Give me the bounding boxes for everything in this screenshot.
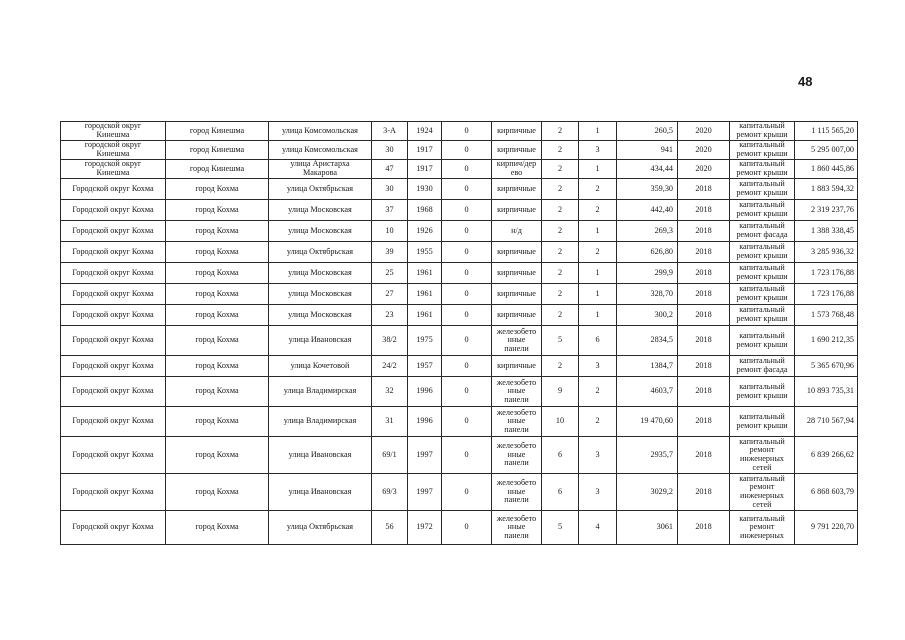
zero-value-cell: 0	[442, 284, 492, 305]
area-cell: 626,80	[617, 242, 678, 263]
house-number-cell: 30	[372, 179, 408, 200]
cost-cell: 5 365 670,96	[795, 356, 858, 377]
build-year-cell: 1996	[408, 407, 442, 437]
work-type-cell: капитальный ремонт крыши	[730, 242, 795, 263]
area-cell: 300,2	[617, 305, 678, 326]
house-number-cell: 25	[372, 263, 408, 284]
zero-value-cell: 0	[442, 122, 492, 141]
work-type-cell: капитальный ремонт крыши	[730, 326, 795, 356]
plan-year-cell: 2018	[678, 305, 730, 326]
work-type-cell: капитальный ремонт фасада	[730, 356, 795, 377]
build-year-cell: 1996	[408, 377, 442, 407]
build-year-cell: 1961	[408, 305, 442, 326]
city-cell: город Кохма	[166, 377, 269, 407]
house-number-cell: 27	[372, 284, 408, 305]
table-row	[61, 326, 858, 356]
city-cell: город Кохма	[166, 326, 269, 356]
city-cell: город Кохма	[166, 179, 269, 200]
zero-value-cell: 0	[442, 511, 492, 545]
table-row	[61, 305, 858, 326]
street-cell: улица Московская	[269, 263, 372, 284]
build-year-cell: 1975	[408, 326, 442, 356]
area-cell: 941	[617, 141, 678, 160]
house-number-cell: 39	[372, 242, 408, 263]
work-type-cell: капитальный ремонт инженерных	[730, 511, 795, 545]
table-row	[61, 437, 858, 474]
work-type-cell: капитальный ремонт крыши	[730, 284, 795, 305]
entrances-cell: 3	[579, 141, 617, 160]
zero-value-cell: 0	[442, 377, 492, 407]
work-type-cell: капитальный ремонт крыши	[730, 122, 795, 141]
work-type-cell: капитальный ремонт крыши	[730, 160, 795, 179]
floors-cell: 2	[542, 356, 579, 377]
floors-cell: 2	[542, 160, 579, 179]
wall-material-cell: кирпичные	[492, 179, 542, 200]
street-cell: улица Ивановская	[269, 326, 372, 356]
build-year-cell: 1997	[408, 474, 442, 511]
work-type-cell: капитальный ремонт инженерных сетей	[730, 474, 795, 511]
work-type-cell: капитальный ремонт крыши	[730, 407, 795, 437]
entrances-cell: 6	[579, 326, 617, 356]
district-cell: Городской округ Кохма	[61, 377, 166, 407]
work-type-cell: капитальный ремонт крыши	[730, 179, 795, 200]
table-row	[61, 221, 858, 242]
city-cell: город Кохма	[166, 511, 269, 545]
area-cell: 2834,5	[617, 326, 678, 356]
house-number-cell: 69/3	[372, 474, 408, 511]
wall-material-cell: кирпичные	[492, 305, 542, 326]
entrances-cell: 1	[579, 122, 617, 141]
street-cell: улица Владимирская	[269, 377, 372, 407]
street-cell: улица Комсомольская	[269, 141, 372, 160]
street-cell: улица Ивановская	[269, 474, 372, 511]
table-row	[61, 407, 858, 437]
area-cell: 328,70	[617, 284, 678, 305]
plan-year-cell: 2018	[678, 284, 730, 305]
city-cell: город Кохма	[166, 242, 269, 263]
district-cell: Городской округ Кохма	[61, 407, 166, 437]
zero-value-cell: 0	[442, 474, 492, 511]
build-year-cell: 1917	[408, 141, 442, 160]
table-row	[61, 179, 858, 200]
wall-material-cell: кирпичные	[492, 356, 542, 377]
street-cell: улица Кочетовой	[269, 356, 372, 377]
street-cell: улица Аристарха Макарова	[269, 160, 372, 179]
wall-material-cell: кирпичные	[492, 242, 542, 263]
zero-value-cell: 0	[442, 263, 492, 284]
area-cell: 3029,2	[617, 474, 678, 511]
area-cell: 359,30	[617, 179, 678, 200]
plan-year-cell: 2020	[678, 122, 730, 141]
table-row	[61, 122, 858, 141]
table-row	[61, 356, 858, 377]
district-cell: Городской округ Кохма	[61, 221, 166, 242]
plan-year-cell: 2018	[678, 179, 730, 200]
city-cell: город Кохма	[166, 200, 269, 221]
wall-material-cell: железобето нные панели	[492, 377, 542, 407]
district-cell: Городской округ Кохма	[61, 356, 166, 377]
build-year-cell: 1957	[408, 356, 442, 377]
floors-cell: 2	[542, 242, 579, 263]
build-year-cell: 1972	[408, 511, 442, 545]
cost-cell: 9 791 220,70	[795, 511, 858, 545]
table-row	[61, 474, 858, 511]
floors-cell: 2	[542, 200, 579, 221]
city-cell: город Кинешма	[166, 122, 269, 141]
district-cell: Городской округ Кохма	[61, 284, 166, 305]
area-cell: 442,40	[617, 200, 678, 221]
table-row	[61, 511, 858, 545]
cost-cell: 10 893 735,31	[795, 377, 858, 407]
area-cell: 4603,7	[617, 377, 678, 407]
plan-year-cell: 2018	[678, 326, 730, 356]
wall-material-cell: железобето нные панели	[492, 407, 542, 437]
entrances-cell: 2	[579, 200, 617, 221]
plan-year-cell: 2018	[678, 263, 730, 284]
work-type-cell: капитальный ремонт крыши	[730, 305, 795, 326]
floors-cell: 10	[542, 407, 579, 437]
district-cell: Городской округ Кохма	[61, 200, 166, 221]
house-number-cell: 10	[372, 221, 408, 242]
city-cell: город Кохма	[166, 221, 269, 242]
plan-year-cell: 2018	[678, 511, 730, 545]
zero-value-cell: 0	[442, 221, 492, 242]
table-row	[61, 377, 858, 407]
work-type-cell: капитальный ремонт фасада	[730, 221, 795, 242]
cost-cell: 5 295 007,00	[795, 141, 858, 160]
city-cell: город Кинешма	[166, 160, 269, 179]
plan-year-cell: 2020	[678, 160, 730, 179]
entrances-cell: 3	[579, 474, 617, 511]
zero-value-cell: 0	[442, 160, 492, 179]
table-row	[61, 200, 858, 221]
zero-value-cell: 0	[442, 326, 492, 356]
zero-value-cell: 0	[442, 242, 492, 263]
wall-material-cell: н/д	[492, 221, 542, 242]
cost-cell: 1 723 176,88	[795, 284, 858, 305]
house-number-cell: 69/1	[372, 437, 408, 474]
plan-year-cell: 2018	[678, 437, 730, 474]
work-type-cell: капитальный ремонт крыши	[730, 200, 795, 221]
cost-cell: 2 319 237,76	[795, 200, 858, 221]
area-cell: 2935,7	[617, 437, 678, 474]
wall-material-cell: железобето нные панели	[492, 326, 542, 356]
entrances-cell: 2	[579, 179, 617, 200]
plan-year-cell: 2018	[678, 377, 730, 407]
district-cell: Городской округ Кохма	[61, 437, 166, 474]
cost-cell: 1 883 594,32	[795, 179, 858, 200]
housing-repair-table	[60, 121, 858, 545]
cost-cell: 1 388 338,45	[795, 221, 858, 242]
cost-cell: 6 839 266,62	[795, 437, 858, 474]
city-cell: город Кохма	[166, 263, 269, 284]
wall-material-cell: кирпичные	[492, 263, 542, 284]
zero-value-cell: 0	[442, 305, 492, 326]
floors-cell: 5	[542, 326, 579, 356]
city-cell: город Кохма	[166, 305, 269, 326]
district-cell: городской округ Кинешма	[61, 160, 166, 179]
cost-cell: 3 285 936,32	[795, 242, 858, 263]
area-cell: 1384,7	[617, 356, 678, 377]
build-year-cell: 1961	[408, 263, 442, 284]
floors-cell: 2	[542, 263, 579, 284]
plan-year-cell: 2020	[678, 141, 730, 160]
build-year-cell: 1968	[408, 200, 442, 221]
wall-material-cell: кирпичные	[492, 200, 542, 221]
district-cell: Городской округ Кохма	[61, 179, 166, 200]
entrances-cell: 2	[579, 377, 617, 407]
wall-material-cell: железобето нные панели	[492, 437, 542, 474]
entrances-cell: 3	[579, 356, 617, 377]
city-cell: город Кохма	[166, 356, 269, 377]
area-cell: 269,3	[617, 221, 678, 242]
city-cell: город Кохма	[166, 437, 269, 474]
zero-value-cell: 0	[442, 407, 492, 437]
entrances-cell: 1	[579, 305, 617, 326]
city-cell: город Кинешма	[166, 141, 269, 160]
wall-material-cell: кирпичные	[492, 141, 542, 160]
floors-cell: 6	[542, 437, 579, 474]
entrances-cell: 2	[579, 407, 617, 437]
area-cell: 299,9	[617, 263, 678, 284]
house-number-cell: 24/2	[372, 356, 408, 377]
table-row	[61, 141, 858, 160]
city-cell: город Кохма	[166, 407, 269, 437]
street-cell: улица Московская	[269, 200, 372, 221]
street-cell: улица Октябрьская	[269, 242, 372, 263]
zero-value-cell: 0	[442, 179, 492, 200]
work-type-cell: капитальный ремонт крыши	[730, 141, 795, 160]
plan-year-cell: 2018	[678, 407, 730, 437]
floors-cell: 2	[542, 284, 579, 305]
house-number-cell: 32	[372, 377, 408, 407]
district-cell: Городской округ Кохма	[61, 511, 166, 545]
street-cell: улица Октябрьская	[269, 511, 372, 545]
area-cell: 3061	[617, 511, 678, 545]
plan-year-cell: 2018	[678, 242, 730, 263]
table-row	[61, 242, 858, 263]
build-year-cell: 1961	[408, 284, 442, 305]
zero-value-cell: 0	[442, 356, 492, 377]
plan-year-cell: 2018	[678, 474, 730, 511]
street-cell: улица Московская	[269, 221, 372, 242]
entrances-cell: 2	[579, 242, 617, 263]
work-type-cell: капитальный ремонт крыши	[730, 377, 795, 407]
build-year-cell: 1930	[408, 179, 442, 200]
district-cell: Городской округ Кохма	[61, 263, 166, 284]
entrances-cell: 4	[579, 511, 617, 545]
house-number-cell: 37	[372, 200, 408, 221]
city-cell: город Кохма	[166, 474, 269, 511]
street-cell: улица Московская	[269, 305, 372, 326]
cost-cell: 6 868 603,79	[795, 474, 858, 511]
house-number-cell: 30	[372, 141, 408, 160]
area-cell: 260,5	[617, 122, 678, 141]
zero-value-cell: 0	[442, 437, 492, 474]
zero-value-cell: 0	[442, 200, 492, 221]
wall-material-cell: кирпичные	[492, 284, 542, 305]
build-year-cell: 1997	[408, 437, 442, 474]
street-cell: улица Комсомольская	[269, 122, 372, 141]
street-cell: улица Ивановская	[269, 437, 372, 474]
street-cell: улица Октябрьская	[269, 179, 372, 200]
work-type-cell: капитальный ремонт крыши	[730, 263, 795, 284]
house-number-cell: 38/2	[372, 326, 408, 356]
floors-cell: 5	[542, 511, 579, 545]
page-number: 48	[798, 74, 813, 89]
build-year-cell: 1917	[408, 160, 442, 179]
plan-year-cell: 2018	[678, 200, 730, 221]
street-cell: улица Московская	[269, 284, 372, 305]
entrances-cell: 1	[579, 284, 617, 305]
floors-cell: 2	[542, 179, 579, 200]
area-cell: 19 470,60	[617, 407, 678, 437]
district-cell: Городской округ Кохма	[61, 326, 166, 356]
plan-year-cell: 2018	[678, 221, 730, 242]
cost-cell: 28 710 567,94	[795, 407, 858, 437]
wall-material-cell: кирпич/дер ево	[492, 160, 542, 179]
wall-material-cell: железобето нные панели	[492, 474, 542, 511]
entrances-cell: 3	[579, 437, 617, 474]
cost-cell: 1 573 768,48	[795, 305, 858, 326]
district-cell: городской округ Кинешма	[61, 122, 166, 141]
entrances-cell: 1	[579, 221, 617, 242]
cost-cell: 1 690 212,35	[795, 326, 858, 356]
wall-material-cell: железобето нные панели	[492, 511, 542, 545]
build-year-cell: 1924	[408, 122, 442, 141]
table-row	[61, 160, 858, 179]
work-type-cell: капитальный ремонт инженерных сетей	[730, 437, 795, 474]
cost-cell: 1 723 176,88	[795, 263, 858, 284]
zero-value-cell: 0	[442, 141, 492, 160]
district-cell: Городской округ Кохма	[61, 474, 166, 511]
floors-cell: 2	[542, 141, 579, 160]
house-number-cell: 56	[372, 511, 408, 545]
house-number-cell: 31	[372, 407, 408, 437]
table-row	[61, 284, 858, 305]
wall-material-cell: кирпичные	[492, 122, 542, 141]
entrances-cell: 1	[579, 160, 617, 179]
house-number-cell: 23	[372, 305, 408, 326]
cost-cell: 1 860 445,86	[795, 160, 858, 179]
entrances-cell: 1	[579, 263, 617, 284]
floors-cell: 9	[542, 377, 579, 407]
build-year-cell: 1926	[408, 221, 442, 242]
floors-cell: 6	[542, 474, 579, 511]
district-cell: Городской округ Кохма	[61, 242, 166, 263]
house-number-cell: 3-А	[372, 122, 408, 141]
cost-cell: 1 115 565,20	[795, 122, 858, 141]
floors-cell: 2	[542, 122, 579, 141]
floors-cell: 2	[542, 221, 579, 242]
district-cell: Городской округ Кохма	[61, 305, 166, 326]
house-number-cell: 47	[372, 160, 408, 179]
floors-cell: 2	[542, 305, 579, 326]
district-cell: городской округ Кинешма	[61, 141, 166, 160]
build-year-cell: 1955	[408, 242, 442, 263]
plan-year-cell: 2018	[678, 356, 730, 377]
street-cell: улица Владимирская	[269, 407, 372, 437]
city-cell: город Кохма	[166, 284, 269, 305]
area-cell: 434,44	[617, 160, 678, 179]
table-row	[61, 263, 858, 284]
